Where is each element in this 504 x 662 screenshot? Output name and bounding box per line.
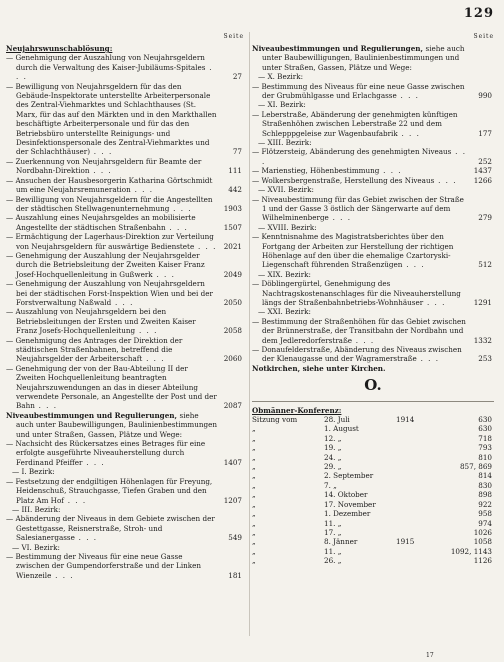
ko-cell: 17. November [324,499,376,509]
dot-leader: . . . [416,354,440,364]
ko-cell: 8. Jänner [324,537,358,547]
entry-text: — VI. Bezirk: [12,542,60,552]
page-ref: 630 [478,424,492,434]
ko-cell [396,519,436,528]
ko-cell: 11. „ [324,518,342,528]
ko-cell: 1915 [396,537,415,547]
index-entry [6,251,244,279]
entry-text: — Ermächtigung der Lagerhaus-Direktion zur Verteilung von Neujahrsgeldern für auswärtige Bedienstete [6,232,214,251]
ko-cell: „ [252,462,256,472]
entry-text: — X. Bezirk: [258,72,303,82]
dot-leader: . . . [152,269,176,279]
entry-text: — Flötzersteig, Abänderung des genehmigten Niveaus [252,147,452,157]
dot-leader: . . . [165,222,189,232]
index-entry [6,307,244,335]
index-entry [6,53,244,81]
ko-cell [396,481,436,490]
page-ref: 1291 [473,297,492,307]
ko-cell [396,453,436,462]
page-ref: 630 [478,415,492,425]
left-column [6,33,244,580]
column-divider [249,32,250,636]
entry-text: — I. Bezirk: [12,467,55,477]
bezirk-subheading [252,223,494,232]
dot-leader: . . . [34,401,58,411]
page-ref: 77 [232,147,242,157]
index-entry [6,477,244,505]
bezirk-subheading [6,467,244,476]
dot-leader: . . . [262,147,467,166]
ko-cell: 11. „ [324,546,342,556]
ko-cell: „ [252,452,256,462]
ko-cell: Sitzung vom [252,415,298,425]
page-ref: 814 [478,471,492,481]
bezirk-subheading [252,307,494,316]
ko-cell [396,434,436,443]
dot-leader: . . . [397,128,421,138]
index-entry [6,195,244,214]
index-entry [6,336,244,364]
entry-text: — Bestimmung der Straßenhöhen für das Gebiet zwischen der Brünnerstraße, der Transitbahn der Nordbahn und dem Jedleredorferstraße [252,316,466,345]
ko-cell: „ [252,490,256,500]
ko-row [252,537,494,546]
page-ref: 990 [478,91,492,101]
index-entry [6,514,244,542]
ko-cell [396,547,436,556]
notkirchen-entry: Notkirchen, siehe unter Kirchen. [252,363,386,373]
index-entry [6,213,244,232]
ko-row [252,434,494,443]
entry-text: — Wolkersbergenstraße, Herstellung des Niveaus [252,175,435,185]
page-ref: 442 [228,185,242,195]
right-column [252,33,494,566]
ko-cell: „ [252,471,256,481]
page-ref: 974 [478,518,492,528]
index-entry [6,439,244,467]
index-entry [252,317,494,345]
dot-leader: . . . [352,335,375,345]
ko-cell: 12. „ [324,433,342,443]
section-letter: O. [364,376,382,395]
index-entry [252,345,494,364]
page-ref: 2060 [223,354,242,364]
dot-leader: . . . [16,62,213,82]
right-heading-cont: siehe auch unter Baubewilligungen, Baulinienbestimmungen und unter Straßen, Gassen, Plätze und Wege: [262,44,465,72]
page-ref: 857, 869 [459,462,492,472]
entry-text: — Niveaubestimmung für das Gebiet zwischen der Straße 1 und der Gasse 3 östlich der Sängerwarte auf dem Wilhelminenberge [252,194,464,223]
entry-text: — XXI. Bezirk: [258,307,311,317]
dot-leader: . . . [396,91,420,101]
entry-text: — XVIII. Bezirk: [258,222,317,232]
entry-text: — Leberstraße, Abänderung der genehmigten künftigen Straßenhöhen zwischen Leberstraße 22 und dem Schlepppgeleise zur Wagenbaufabrik [252,109,458,138]
dot-leader: . . . [379,166,403,176]
index-entry [6,82,244,157]
ko-row [252,443,494,452]
page-ref: 1058 [473,537,492,547]
entry-text: — Abänderung der Niveaus in dem Gebiete zwischen der Gestettgasse, Reisnerstraße, Stroh- und Salesianergasse [6,514,215,543]
page-ref: 2058 [223,326,242,336]
page-ref: 1437 [473,166,492,176]
index-entry [6,364,244,411]
ko-cell: 17. „ [324,527,342,537]
ko-cell: 2. September [324,471,374,481]
ko-row [252,453,494,462]
ko-row [252,462,494,471]
page-ref: 1507 [223,222,242,232]
page-ref: 177 [478,128,492,138]
entry-text: — Marienstieg, Höhenbestimmung [252,166,380,176]
left-column-header: Seite [223,33,244,40]
entry-text: — Bestimmung des Niveaus für eine neue Gasse zwischen der Grubmühlgasse und Erlachgasse [252,81,465,101]
ko-cell [396,528,436,537]
ko-cell: „ [252,509,256,519]
index-entry [252,232,494,270]
entry-text: — Bewilligung von Neujahrsgeldern für die Angestellten der städtischen Stellwagenunternehmung [6,194,213,213]
ko-row [252,481,494,490]
page-ref: 1026 [473,527,492,537]
page-ref: 1207 [223,495,242,505]
ko-cell: „ [252,537,256,547]
ko-row [252,424,494,433]
page-ref: 1903 [223,203,242,213]
ko-cell [396,471,436,480]
bezirk-subheading [252,138,494,147]
index-entry [252,176,494,185]
signature-mark: 17 [426,652,434,659]
left-heading: Neujahrswunschablösung: [6,44,113,53]
ko-row [252,528,494,537]
index-entry [252,110,494,138]
ko-cell: „ [252,443,256,453]
bezirk-subheading [252,72,494,81]
page-ref: 898 [478,490,492,500]
dot-leader: . . . [89,166,113,176]
index-entry [252,195,494,223]
ko-cell: „ [252,433,256,443]
ko-cell: „ [252,546,256,556]
dot-leader: . . . [130,185,154,195]
entry-text: — Genehmigung der Auszahlung der Neujahrsgelder durch die Betriebsleitung der Zweiten Kaiser Franz Josef-Hochquellenleitung in Gußwerk [6,250,205,279]
ko-cell: 19. „ [324,443,342,453]
bezirk-subheading [6,505,244,514]
entry-text: — Genehmigung der Auszahlung von Neujahrsgeldern durch die Verwaltung des Kaiser-Jubiläums-Spitales [6,53,206,72]
dot-leader: . . . [328,213,352,223]
page-ref: 111 [228,166,242,176]
dot-leader: . . . [74,533,98,543]
dot-leader: . . . [63,495,87,505]
entry-text: — Ansuchen der Hausbesorgerin Katharina Görtschmidt um eine Neujahrsremuneration [6,175,213,195]
page-number: 129 [463,6,494,21]
page-ref: 1407 [223,457,242,467]
right-column-header: Seite [473,33,494,40]
left-niveau-heading-cont: siehe auch unter Baubewilligungen, Baulinienbestimmungen und unter Straßen, Gassen, Plätze und Wege: [16,410,217,439]
ko-row [252,490,494,499]
page-ref: 2049 [223,269,242,279]
entry-text: — Genehmigung der Auszahlung von Neujahrsgeldern bei der städtischen Forst-Inspektion Wien und bei der Forstverwaltung Naßwald [6,279,213,307]
entry-text: — XIX. Bezirk: [258,269,311,279]
ko-row [252,415,494,424]
page-ref: 2021 [223,241,242,251]
section-rule [252,401,494,402]
ko-cell [396,556,436,565]
ko-row [252,500,494,509]
dot-leader: . . . [194,241,217,251]
ko-cell: 26. „ [324,556,342,566]
ko-cell: 28. Juli [324,415,350,425]
page-ref: 793 [478,443,492,453]
page-ref: 2050 [223,297,242,307]
entry-text: — Bestimmung der Niveaus für eine neue Gasse zwischen der Gumpendorferstraße und der Linken Wienzeile [6,551,202,580]
entry-text: — Genehmigung des Antrages der Direktion der städtischen Straßenbahnen, betreffend die Neujahrsgelder der Arbeiterschaft [6,335,183,364]
ko-cell: 29. „ [324,462,342,472]
index-entry [6,157,244,176]
entry-text: — Kenntnisnahme des Magistratsberichtes über den Fortgang der Arbeiten zur Herstellung der richtigen Höhenlage auf den über die ehemalige Czartoryski-Liegenschaft führenden Straßenzügen [252,232,454,270]
page-ref: 27 [232,72,242,82]
dot-leader: . . . [402,260,426,270]
left-niveau-heading [6,411,244,439]
ko-cell [396,462,436,471]
ko-cell: 7. „ [324,480,337,490]
left-niveau-heading-title: Niveaubestimmungen und Regulierungen, [6,410,177,420]
dot-leader: . . . [111,297,134,307]
entry-text: — Döblingergürtel, Genehmigung des Nachtragskostenanschlages für die Niveauherstellung längs der Straßenbahnbetriebs-Wohnhäuser [252,279,461,307]
dot-leader: . . . [135,326,158,336]
index-page [6,4,498,659]
page-ref: 810 [478,452,492,462]
page-ref: 1266 [473,175,492,185]
entry-text: — III. Bezirk: [12,504,61,514]
ko-cell [396,509,436,518]
page-ref: 1332 [473,335,492,345]
ko-cell: „ [252,480,256,490]
index-entry [6,232,244,251]
bezirk-subheading [6,543,244,552]
right-heading-title: Niveaubestimmungen und Regulierungen, [252,44,423,53]
dot-leader: . . . [82,457,106,467]
bezirk-subheading [252,185,494,194]
left-niveau-entries [6,439,244,580]
page-ref: 181 [228,570,242,580]
right-heading [252,44,494,72]
right-entries [252,72,494,364]
entry-text: — XI. Bezirk: [258,100,306,110]
index-entry [252,279,494,307]
bezirk-subheading [252,100,494,109]
ko-cell [396,424,436,433]
ko-row [252,471,494,480]
entry-text: — Festsetzung der endgiltigen Höhenlagen für Freyung, Heidenschuß, Strauchgasse, Tiefen Graben und den Platz Am Hof [6,476,213,505]
ko-row [252,556,494,565]
page-ref: 253 [478,354,492,364]
ko-cell: „ [252,424,256,434]
page-ref: 718 [478,433,492,443]
ko-cell [396,500,436,509]
page-ref: 2087 [223,401,242,411]
page-ref: 279 [478,213,492,223]
dot-leader: . . . [434,175,458,185]
ko-cell: 14. Oktober [324,490,368,500]
ko-cell: 24. „ [324,452,342,462]
entry-text: — Nachsicht des Rückersatzes eines Betrages für eine erfolgte ausgeführte Niveauherstellung durch Ferdinand Pfeiffer [6,439,206,467]
page-ref: 549 [228,533,242,543]
entry-text: — Auszahlung von Neujahrsgeldern bei den Betriebsleitungen der Ersten und Zweiten Kaiser Franz Josefs-Hochquellenleitung [6,307,196,336]
entry-text: — Auszahlung eines Neujahrsgeldes an mobilisierte Angestellte der städtischen Straßenbahn [6,213,196,232]
ko-cell: „ [252,556,256,566]
ko-row [252,547,494,556]
ko-cell [396,443,436,452]
entry-text: — Donaufelderstraße, Abänderung des Niveaus zwischen der Klenaugasse und der Wagramerstraße [252,345,462,364]
left-entries [6,53,244,410]
ko-cell: 1914 [396,415,415,425]
index-entry [252,147,494,166]
ko-cell: „ [252,527,256,537]
ko-row [252,509,494,518]
page-ref: 1092, 1143 [450,546,492,556]
index-entry [6,279,244,307]
entry-text: — Genehmigung der von der Bau-Abteilung II der Zweiten Hochquellenleitung beantragten Neujahrszuwendungen an das in dieser Abteilung verwendete Personale, an Angestellte der Post und der Bahn [6,363,217,411]
index-entry [252,82,494,101]
ko-cell: 1. Dezember [324,509,371,519]
dot-leader: . . . [90,147,113,157]
ko-cell: „ [252,518,256,528]
dot-leader: . . . [423,297,446,307]
ko-cell [396,490,436,499]
ko-table [252,415,494,566]
entry-text: — XIII. Bezirk: [258,138,312,148]
ko-cell: 1. August [324,424,359,434]
dot-leader: . . . [51,570,75,580]
entry-text: — Bewilligung von Neujahrsgeldern für das den Gebäude-Inspektorate unterstellte Arbeiterpersonale des Zentral-Viehmarktes und Schlachthauses (St. Marx, für das auf den Märkten und in den Markthallen beschäftigte Arbeiterpersonale und für das den Betriebsbüro unterstellte Reinigungs- und Desinfektionspersonale des Zentral-Viehmarktes und der Schlachthäuser) [6,81,217,157]
ko-cell: „ [252,499,256,509]
page-ref: 922 [478,499,492,509]
index-entry [6,552,244,580]
page-ref: 830 [478,480,492,490]
page-ref: 512 [478,260,492,270]
index-entry [6,176,244,195]
entry-text: — Zuerkennung von Neujahrsgeldern für Beamte der Nordbahn-Direktion [6,156,202,176]
page-ref: 958 [478,509,492,519]
dot-leader: . . . [169,203,193,213]
bezirk-subheading [252,270,494,279]
dot-leader: . . . [142,354,165,364]
page-ref: 1126 [473,556,492,566]
index-entry [252,166,494,175]
entry-text: — XVII. Bezirk: [258,185,314,195]
ko-row [252,519,494,528]
ko-heading: Obmänner-Konferenz: [252,405,342,415]
page-ref: 252 [478,156,492,166]
